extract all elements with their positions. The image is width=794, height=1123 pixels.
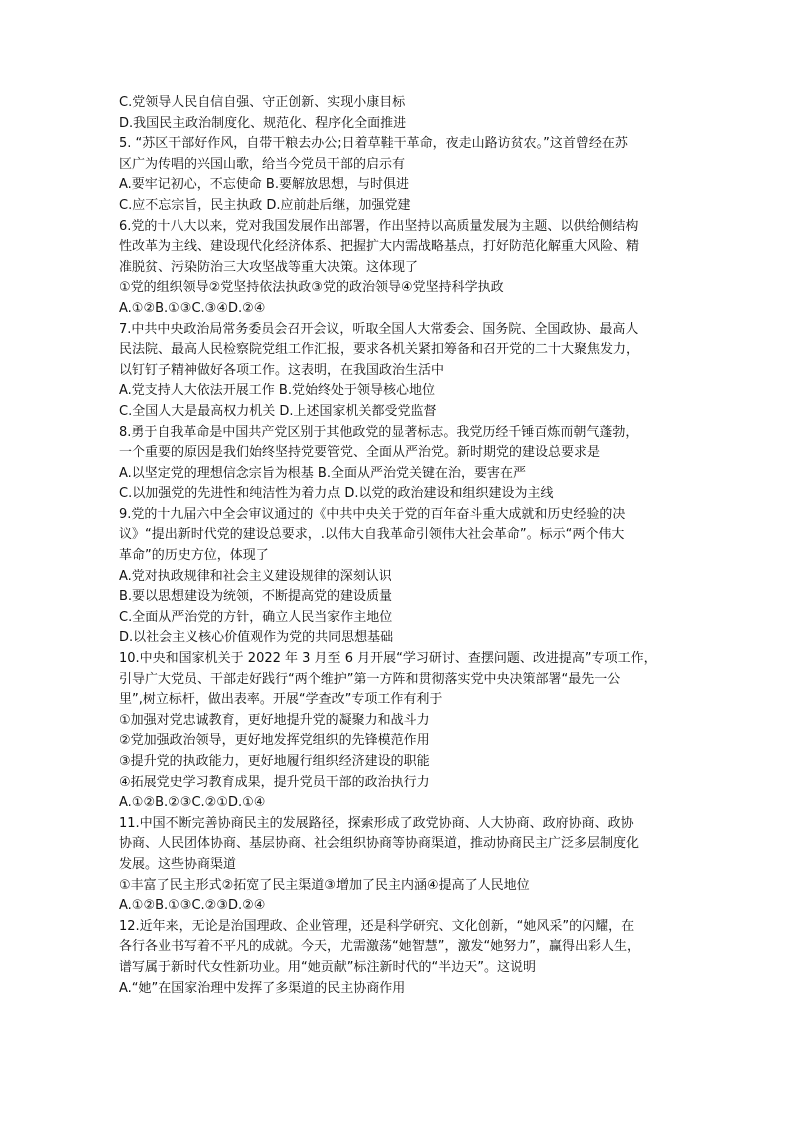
option-d-q4: D.我国民主政治制度化、规范化、程序化全面推进 [119, 115, 407, 131]
question-8-stem: 8.勇于自我革命是中国共产党区别于其他政党的显著标志。我党历经千锤百炼而朝气蓬勃， [119, 424, 639, 440]
question-5-options-ab: A.要牢记初心，不忘使命 B.要解放思想，与时俱进 [119, 177, 409, 193]
question-12-option-a: A.“她”在国家治理中发挥了多渠道的民主协商作用 [119, 980, 406, 996]
question-10-statement-3: ③提升党的执政能力，更好地履行组织经济建设的职能 [119, 754, 430, 769]
question-12-stem-cont: 各行各业书写着不平凡的成就。今天，尤需激荡“她智慧”，激发“她努力”，赢得出彩人生， [119, 939, 640, 955]
question-11-stem-cont: 发展。这些协商渠道 [119, 856, 237, 872]
question-8-stem-cont: 一个重要的原因是我们始终坚持党要管党、全面从严治党。新时期党的建设总要求是 [119, 445, 601, 461]
question-10-statement-1: ①加强对党忠诚教育，更好地提升党的凝聚力和战斗力 [119, 712, 430, 728]
question-11-options: A.①②B.①③C.②③D.②④ [119, 898, 266, 914]
question-7-options-ab: A.党支持人大依法开展工作 B.党始终处于领导核心地位 [119, 383, 435, 399]
question-6-options: A.①②B.①③C.③④D.②④ [119, 300, 266, 316]
question-5-stem: 5. “苏区干部好作风，自带干粮去办公;日着草鞋干革命，夜走山路访贫农。”这首曾经在苏 [119, 136, 628, 152]
question-6-stem-cont: 性改革为主线、建设现代化经济体系、把握扩大内需战略基点，打好防范化解重大风险、精 [119, 239, 640, 255]
question-9-stem: 9.党的十九届六中全会审议通过的《中共中央关于党的百年奋斗重大成就和历史经验的决 [119, 506, 626, 522]
option-c-q4: C.党领导人民自信自强、守正创新、实现小康目标 [119, 95, 406, 110]
question-11-stem: 11.中国不断完善协商民主的发展路径，探索形成了政党协商、人大协商、政府协商、政协 [119, 815, 634, 831]
question-6-stem-cont: 准脱贫、污染防治三大攻坚战等重大决策。这体现了 [119, 259, 419, 275]
question-5-options-cd: C.应不忘宗旨，民主执政 D.应前赴后继，加强党建 [119, 197, 411, 213]
question-10-stem-cont: 引导广大党员、干部走好践行“两个维护”第一方阵和贯彻落实党中央决策部署“最先一公 [119, 671, 621, 687]
question-10-options: A.①②B.②③C.②①D.①④ [119, 795, 266, 811]
question-7-stem-cont: 以钉钉子精神做好各项工作。这表明，在我国政治生活中 [119, 362, 445, 378]
question-5-stem-cont: 区广为传唱的兴国山歌，给当今党员干部的启示有 [119, 156, 406, 172]
question-10-stem: 10.中央和国家机关于 2022 年 3 月至 6 月开展“学习研讨、查摆问题、改进提高”专项工作， [119, 651, 657, 667]
question-6-statements: ①党的组织领导②党坚持依法执政③党的政治领导④党坚持科学执政 [119, 280, 504, 296]
question-6-stem: 6.党的十八大以来，党对我国发展作出部署，作出坚持以高质量发展为主题、以供给侧结构 [119, 218, 639, 234]
question-10-statement-2: ②党加强政治领导，更好地发挥党组织的先锋模范作用 [119, 733, 430, 749]
question-9-stem-cont: 革命”的历史方位，体现了 [119, 548, 269, 564]
question-8-options-ab: A.以坚定党的理想信念宗旨为根基 B.全面从严治党关键在治，要害在严 [119, 465, 526, 481]
question-12-stem: 12.近年来，无论是治国理政、企业管理，还是科学研究、文化创新，“她风采”的闪耀，在 [119, 918, 635, 934]
question-9-stem-cont: 议》“提出新时代党的建设总要求，.以伟大自我革命引领伟大社会革命”。标示“两个伟大 [119, 527, 625, 543]
question-11-statements: ①丰富了民主形式②拓宽了民主渠道③增加了民主内涵④提高了人民地位 [119, 877, 530, 893]
question-7-stem-cont: 民法院、最高人民检察院党组工作汇报，要求各机关紧扣筹备和召开党的二十大聚焦发力， [119, 342, 640, 358]
question-7-options-cd: C.全国人大是最高权力机关 D.上述国家机关都受党监督 [119, 403, 437, 419]
question-8-options-cd: C.以加强党的先进性和纯洁性为着力点 D.以党的政治建设和组织建设为主线 [119, 486, 554, 502]
question-7-stem: 7.中共中央政治局常务委员会召开会议，听取全国人大常委会、国务院、全国政协、最高人 [119, 321, 639, 337]
question-11-stem-cont: 协商、人民团体协商、基层协商、社会组织协商等协商渠道，推动协商民主广泛多层制度化 [119, 836, 640, 852]
question-text-block [119, 93, 679, 999]
question-12-stem-cont: 谱写属于新时代女性新功业。用“她贡献”标注新时代的“半边天”。这说明 [119, 959, 536, 975]
question-9-option-c: C.全面从严治党的方针，确立人民当家作主地位 [119, 609, 393, 625]
question-10-stem-cont: 里”,树立标杆，做出表率。开展“学查改”专项工作有利于 [119, 692, 443, 708]
question-9-option-a: A.党对执政规律和社会主义建设规律的深刻认识 [119, 568, 392, 584]
question-9-option-d: D.以社会主义核心价值观作为党的共同思想基础 [119, 630, 394, 646]
question-9-option-b: B.要以思想建设为统领，不断提高党的建设质量 [119, 589, 393, 605]
question-10-statement-4: ④拓展党史学习教育成果，提升党员干部的政治执行力 [119, 774, 430, 790]
